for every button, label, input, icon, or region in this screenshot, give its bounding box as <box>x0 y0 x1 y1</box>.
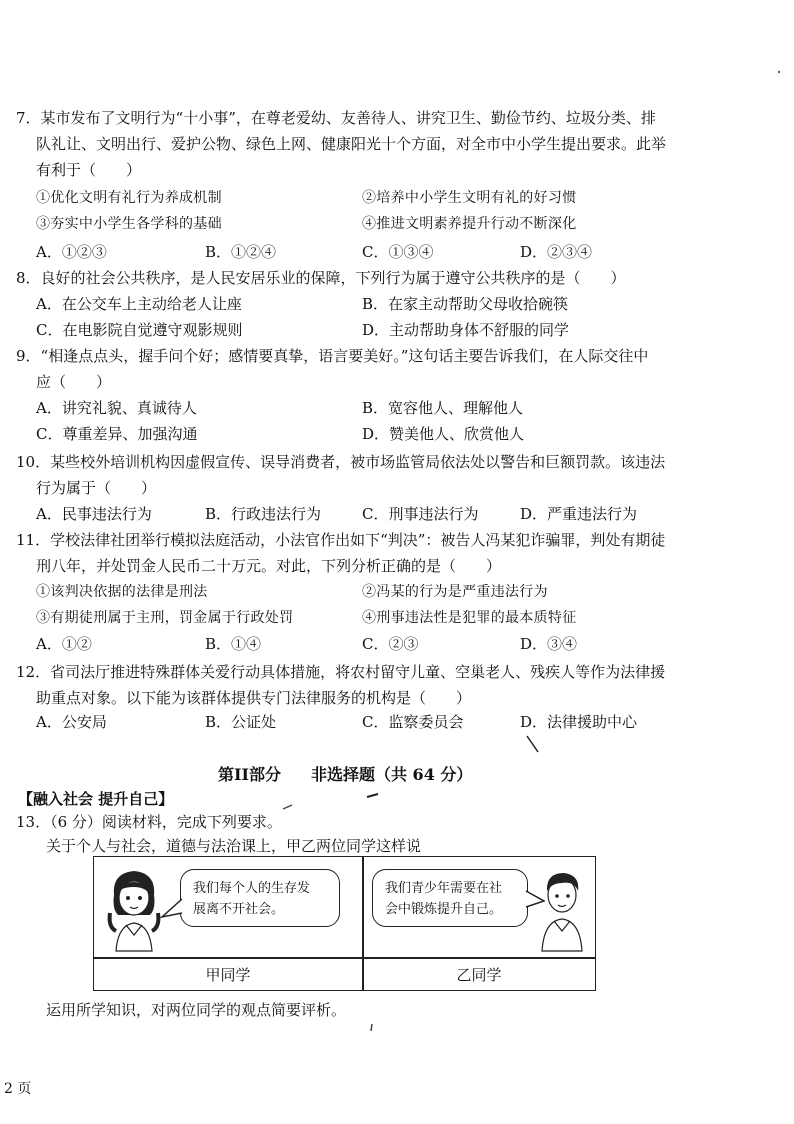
q13-prompt: 运用所学知识，对两位同学的观点简要评析。 <box>46 1001 347 1019</box>
q9-option-d: D．赞美他人、欣赏他人 <box>362 425 525 443</box>
q12-option-d: D．法律援助中心 <box>520 713 638 731</box>
q8-option-d: D．主动帮助身体不舒服的同学 <box>362 321 570 339</box>
q10-stem-line2: 行为属于（ ） <box>36 479 157 497</box>
scan-mark-3 <box>283 805 292 809</box>
boy-illustration-icon <box>534 865 590 953</box>
speech-bubble-right <box>372 869 528 927</box>
q7-statement-3: ③夯实中小学生各学科的基础 <box>36 216 222 232</box>
figure-label-divider <box>94 957 595 959</box>
q13-intro: 关于个人与社会，道德与法治课上，甲乙两位同学这样说 <box>46 837 422 855</box>
q9-option-a: A．讲究礼貌、真诚待人 <box>36 399 197 417</box>
q9-stem-line1: 9．“相逢点点头，握手问个好；感情要真挚，语言要美好。”这句话主要告诉我们，在人际交往中 <box>16 347 649 365</box>
q11-stem-line1: 11．学校法律社团举行模拟法庭活动，小法官作出如下“判决”：被告人冯某犯诈骗罪，判处有期徒 <box>16 531 666 549</box>
bubble-left-tail <box>160 893 184 923</box>
q7-statement-2: ②培养中小学生文明有礼的好习惯 <box>362 190 577 206</box>
bubble-left-line1: 我们每个人的生存发 <box>193 881 311 896</box>
q10-option-c: C．刑事违法行为 <box>362 505 479 523</box>
scan-mark-1 <box>527 736 538 752</box>
section-title-part: 第II部分 <box>218 765 281 784</box>
q12-option-b: B．公证处 <box>205 713 277 731</box>
bubble-right-line1: 我们青少年需要在社 <box>385 881 503 896</box>
q11-option-b: B．①④ <box>205 635 262 653</box>
q9-option-c: C．尊重差异、加强沟通 <box>36 425 198 443</box>
q8-stem-line1: 8．良好的社会公共秩序，是人民安居乐业的保障，下列行为属于遵守公共秩序的是（ ） <box>16 269 626 287</box>
q12-option-a: A．公安局 <box>36 713 107 731</box>
scan-mark-5 <box>778 71 780 73</box>
q11-statement-3: ③有期徒刑属于主刑，罚金属于行政处罚 <box>36 610 294 626</box>
bubble-left-line2: 展离不开社会。 <box>193 902 285 917</box>
girl-illustration-icon <box>100 865 168 953</box>
q7-statement-4: ④推进文明素养提升行动不断深化 <box>362 216 577 232</box>
dialogue-figure <box>93 856 596 991</box>
q10-option-d: D．严重违法行为 <box>520 505 638 523</box>
section-title <box>218 762 472 785</box>
page-number: 2 页 <box>4 1081 32 1097</box>
q13-stem-line1: 13．（6 分）阅读材料，完成下列要求。 <box>16 813 282 831</box>
q7-option-d: D．②③④ <box>520 243 593 261</box>
q7-option-a: A．①②③ <box>36 243 107 261</box>
q12-stem-line2: 助重点对象。以下能为该群体提供专门法律服务的机构是（ ） <box>36 689 472 707</box>
q8-option-b: B．在家主动帮助父母收拾碗筷 <box>362 295 569 313</box>
q11-option-c: C．②③ <box>362 635 419 653</box>
q10-option-b: B．行政违法行为 <box>205 505 322 523</box>
q8-option-a: A．在公交车上主动给老人让座 <box>36 295 242 313</box>
q7-option-c: C．①③④ <box>362 243 434 261</box>
q10-stem-line1: 10．某些校外培训机构因虚假宣传、误导消费者，被市场监管局依法处以警告和巨额罚款。该违法 <box>16 453 666 471</box>
q7-stem-line1: 7．某市发布了文明行为“十小事”，在尊老爱幼、友善待人、讲究卫生、勤俭节约、垃圾分类、排 <box>16 109 656 127</box>
label-student-yi: 乙同学 <box>456 966 502 984</box>
speech-bubble-left <box>180 869 340 927</box>
q11-option-a: A．①② <box>36 635 92 653</box>
q11-option-d: D．③④ <box>520 635 578 653</box>
q7-statement-1: ①优化文明有礼行为养成机制 <box>36 190 222 206</box>
q9-stem-line2: 应（ ） <box>36 373 112 391</box>
q12-option-c: C．监察委员会 <box>362 713 464 731</box>
q7-stem-line3: 有利于（ ） <box>36 161 142 179</box>
q11-statement-2: ②冯某的行为是严重违法行为 <box>362 584 548 600</box>
q12-stem-line1: 12．省司法厅推进特殊群体关爱行动具体措施，将农村留守儿童、空巢老人、残疾人等作为法律援 <box>16 663 666 681</box>
bubble-right-line2: 会中锻炼提升自己。 <box>385 902 503 917</box>
q9-option-b: B．宽容他人、理解他人 <box>362 399 524 417</box>
q11-stem-line2: 刑八年，并处罚金人民币二十万元。对此，下列分析正确的是（ ） <box>36 557 502 575</box>
q7-option-b: B．①②④ <box>205 243 277 261</box>
scan-mark-4 <box>371 1024 372 1031</box>
q11-statement-4: ④刑事违法性是犯罪的最本质特征 <box>362 610 577 626</box>
label-student-jia: 甲同学 <box>205 966 251 984</box>
section-subhead: 【融入社会 提升自己】 <box>18 790 174 808</box>
q10-option-a: A．民事违法行为 <box>36 505 152 523</box>
section-title-rest: 非选择题（共 64 分） <box>310 765 473 784</box>
q11-statement-1: ①该判决依据的法律是刑法 <box>36 584 208 600</box>
q8-option-c: C．在电影院自觉遵守观影规则 <box>36 321 243 339</box>
scan-mark-2 <box>367 794 378 797</box>
q7-stem-line2: 队礼让、文明出行、爱护公物、绿色上网、健康阳光十个方面，对全市中小学生提出要求。此举 <box>36 135 667 153</box>
